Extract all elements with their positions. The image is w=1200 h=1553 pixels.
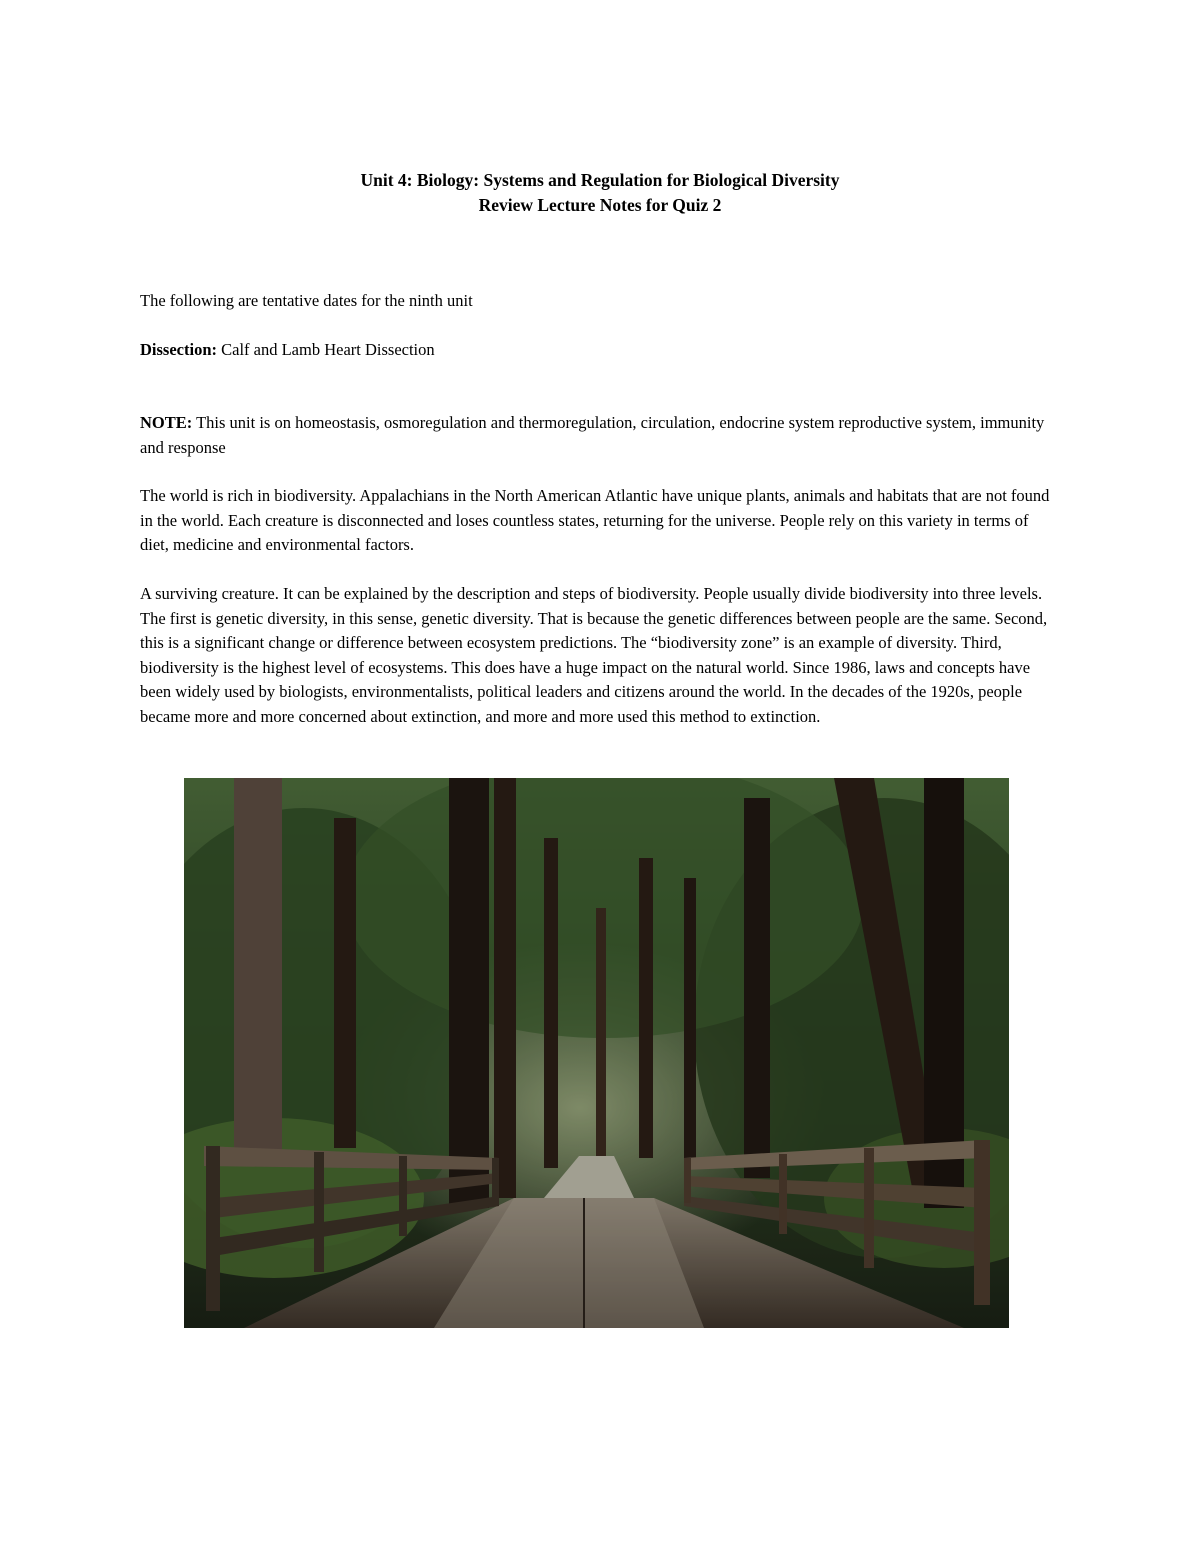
title-line-2: Review Lecture Notes for Quiz 2 [478, 195, 722, 215]
title-line-1: Unit 4: Biology: Systems and Regulation for Biological Diversity [360, 170, 840, 190]
note-text: This unit is on homeostasis, osmoregulation and thermoregulation, circulation, endocrine system reproductive system, immunity and response [140, 413, 1045, 457]
paragraph-biodiversity-intro: The world is rich in biodiversity. Appalachians in the North American Atlantic have unique plants, animals and habitats that are not found in the world. Each creature is disconnected and loses countless states, returning for the universe. People rely on this variety in terms of diet, medicine and environmental factors. [140, 486, 1050, 554]
forest-bridge-photo [184, 778, 1009, 1328]
dissection-text: Calf and Lamb Heart Dissection [217, 340, 435, 359]
forest-bridge-illustration [184, 778, 1009, 1328]
note-label: NOTE: [140, 413, 193, 432]
dissection-label: Dissection: [140, 340, 217, 359]
paragraph-biodiversity-levels: A surviving creature. It can be explained by the description and steps of biodiversity. People usually divide biodiversity into three levels. The first is genetic diversity, in this sense, genetic diversity. That is because the genetic differences between people are the same. Second, this is a significant change or difference between ecosystem predictions. The “biodiversity zone” is an example of diversity. Third, biodiversity is the highest level of ecosystems. This does have a huge impact on the natural world. Since 1986, laws and concepts have been widely used by biologists, environmentalists, political leaders and citizens around the world. In the decades of the 1920s, people became more and more concerned about extinction, and more and more used this method to extinction. [140, 584, 1048, 726]
intro-text: The following are tentative dates for the ninth unit [140, 291, 473, 310]
note-paragraph [140, 411, 1060, 460]
document-title [0, 168, 1200, 218]
dissection-line [140, 338, 1060, 363]
